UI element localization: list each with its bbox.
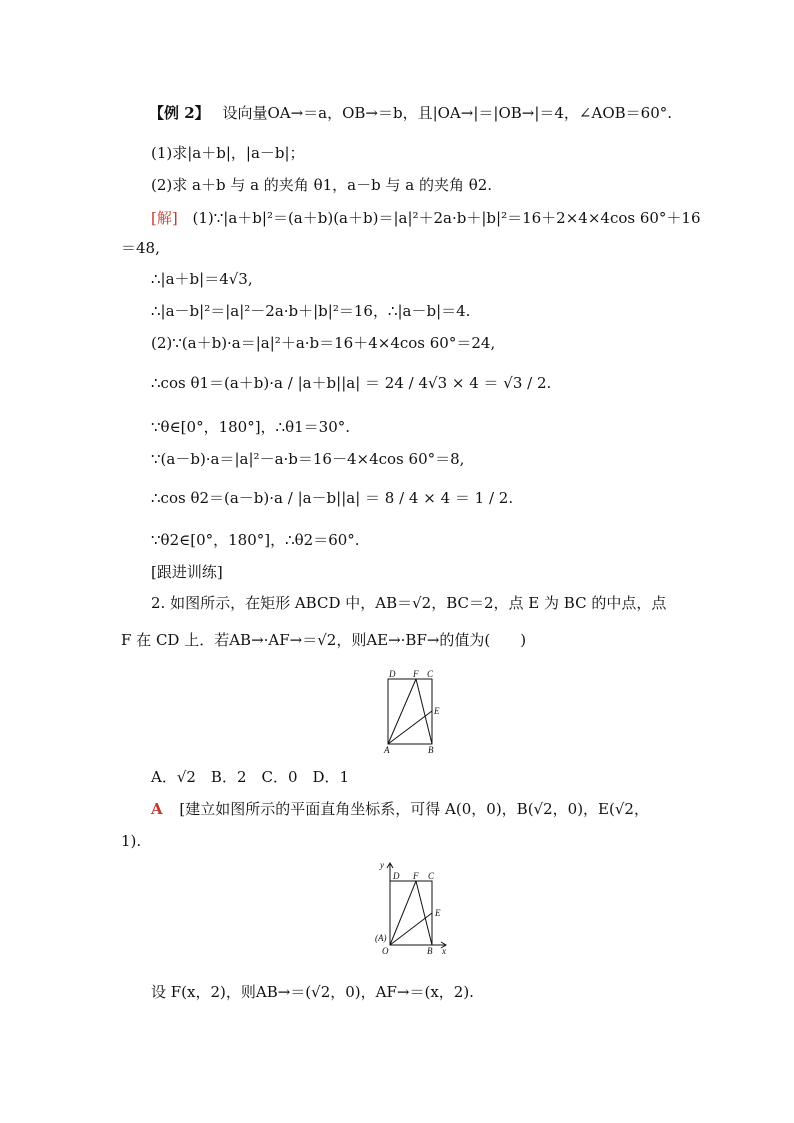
label-C: C <box>427 669 434 679</box>
label-y-axis: y <box>380 860 384 870</box>
final-line: 设 F(x，2)，则AB→＝(√2，0)，AF→＝(x，2). <box>151 983 474 1001</box>
solution-line-4: ∴|a－b|²＝|a|²－2a·b＋|b|²＝16，∴|a－b|＝4. <box>151 302 471 320</box>
practice-heading: [跟进训练] <box>151 563 223 581</box>
example-label: 【例 2】 <box>149 104 210 122</box>
label-C: C <box>428 871 435 881</box>
label-E: E <box>434 706 440 716</box>
example-prompt: 设向量OA→＝a，OB→＝b，且|OA→|＝|OB→|＝4，∠AOB＝60°. <box>222 104 673 122</box>
answer-key: A <box>151 800 163 818</box>
solution-line-9: ∴cos θ2＝(a－b)·a / |a－b||a| ＝ 8 / 4 × 4 ＝ 1 / 2. <box>151 489 514 507</box>
example-line <box>149 103 672 123</box>
solution-line-10: ∵θ2∈[0°，180°]，∴θ2＝60°. <box>151 531 360 549</box>
label-F: F <box>413 669 419 679</box>
solution-line-8: ∵(a－b)·a＝|a|²－a·b＝16－4×4cos 60°＝8, <box>151 450 465 468</box>
solution-line-2: ＝48, <box>121 239 160 257</box>
label-B: B <box>427 946 433 956</box>
solution-tag: [解] <box>151 209 178 227</box>
answer-line-1 <box>151 799 649 819</box>
label-A: A <box>384 745 390 755</box>
solution-text-1: (1)∵|a＋b|²＝(a＋b)(a＋b)＝|a|²＋2a·b＋|b|²＝16＋2×4×4cos 60°＋16 <box>192 209 701 227</box>
label-x-axis: x <box>442 946 446 956</box>
label-A: (A) <box>375 933 387 943</box>
rectangle-figure <box>372 668 448 758</box>
question-2: (2)求 a＋b 与 a 的夹角 θ1，a－b 与 a 的夹角 θ2. <box>151 176 493 194</box>
solution-line-1 <box>151 208 701 228</box>
label-B: B <box>428 745 434 755</box>
label-D: D <box>389 669 396 679</box>
question-1: (1)求|a＋b|，|a－b|； <box>151 144 305 162</box>
coordinate-figure <box>366 854 452 956</box>
solution-line-6: ∴cos θ1＝(a＋b)·a / |a＋b||a| ＝ 24 / 4√3 × 4 ＝ √3 / 2. <box>151 374 552 392</box>
solution-line-7: ∵θ∈[0°，180°]，∴θ1＝30°. <box>151 418 351 436</box>
practice-question-line-2: F 在 CD 上．若AB→·AF→＝√2，则AE→·BF→的值为( ) <box>121 631 527 649</box>
answer-choices: A．√2 B．2 C．0 D．1 <box>151 768 350 786</box>
label-D: D <box>393 871 400 881</box>
label-E: E <box>435 908 441 918</box>
label-O: O <box>382 946 389 956</box>
practice-question-line-1: 2. 如图所示，在矩形 ABCD 中，AB＝√2，BC＝2，点 E 为 BC 的中点，点 <box>151 594 667 612</box>
label-F: F <box>413 871 419 881</box>
answer-text-1: [建立如图所示的平面直角坐标系，可得 A(0，0)，B(√2，0)，E(√2， <box>179 800 649 818</box>
solution-line-3: ∴|a＋b|＝4√3, <box>151 270 253 288</box>
answer-line-2: 1). <box>121 832 142 850</box>
solution-line-5: (2)∵(a＋b)·a＝|a|²＋a·b＝16＋4×4cos 60°＝24, <box>151 334 496 352</box>
